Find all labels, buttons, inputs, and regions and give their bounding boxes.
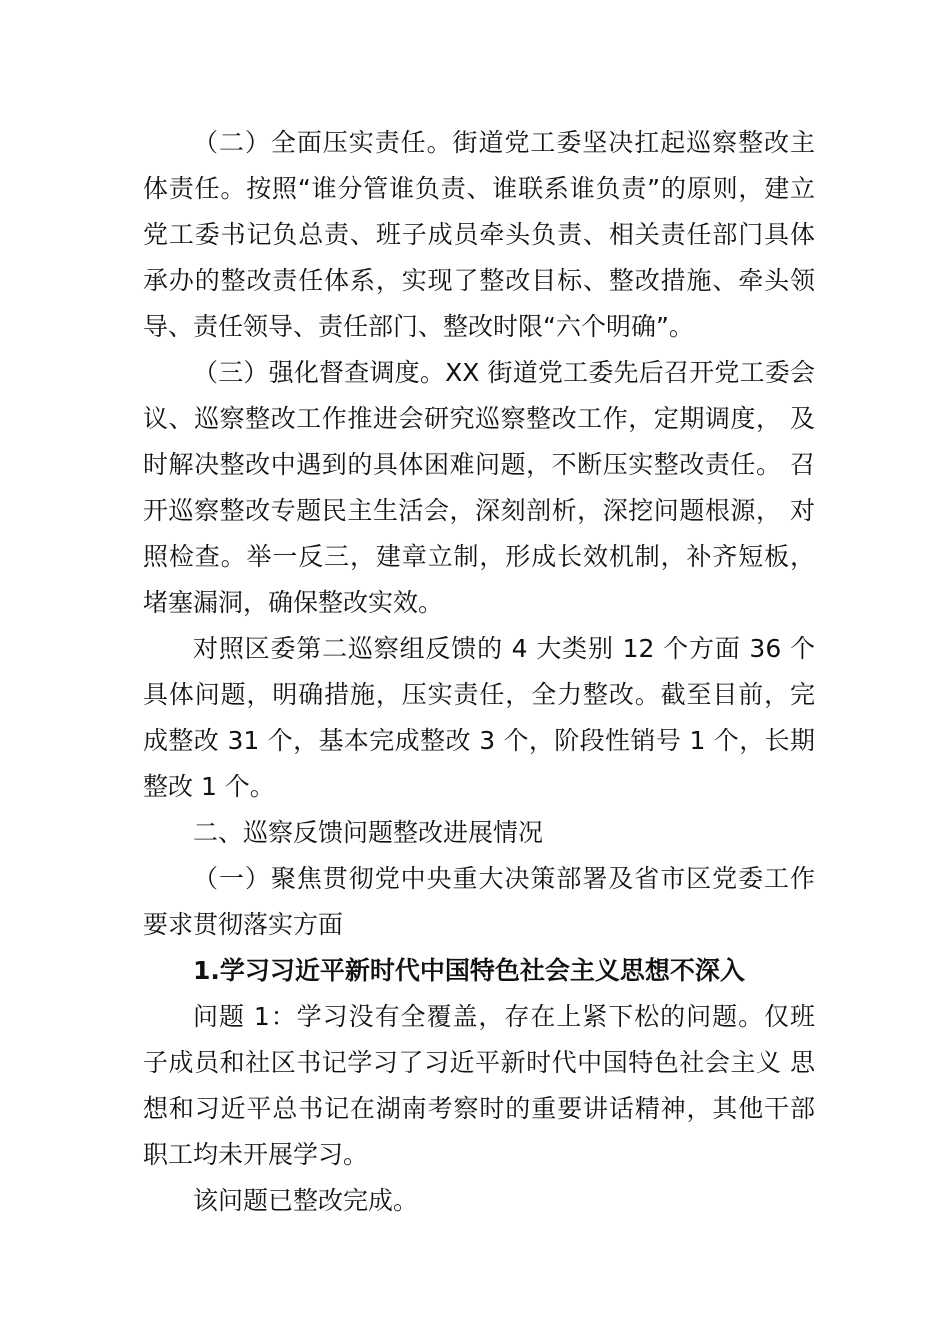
- paragraph-supervision: （三）强化督查调度。XX 街道党工委先后召开党工委会议、巡察整改工作推进会研究巡察整改工作，定期调度， 及时解决整改中遇到的具体困难问题，不断压实整改责任。 召开巡察整改专题民主生活会，深刻剖析，深挖问题根源， 对照检查。举一反三，建章立制，形成长效机制，补齐短板， 堵塞漏洞，确保整改实效。: [143, 358, 815, 617]
- section-heading-progress: 二、巡察反馈问题整改进展情况: [193, 818, 544, 847]
- item-heading-study: 1.学习习近平新时代中国特色社会主义思想不深入: [193, 956, 745, 985]
- subsection-heading-policy: （一）聚焦贯彻党中央重大决策部署及省市区党委工作要求贯彻落实方面: [143, 864, 815, 939]
- paragraph-rectification-summary: 对照区委第二巡察组反馈的 4 大类别 12 个方面 36 个具体问题，明确措施，压实责任，全力整改。截至目前，完成整改 31 个，基本完成整改 3 个，阶段性销号 1 个，长期整改 1 个。: [143, 634, 815, 801]
- paragraph-problem-1: 问题 1：学习没有全覆盖，存在上紧下松的问题。仅班子成员和社区书记学习了习近平新时代中国特色社会主义 思想和习近平总书记在湖南考察时的重要讲话精神，其他干部职工均未开展学习。: [143, 1002, 815, 1169]
- paragraph-problem-status: 该问题已整改完成。: [193, 1186, 419, 1215]
- paragraph-responsibility: （二）全面压实责任。街道党工委坚决扛起巡察整改主体责任。按照“谁分管谁负责、谁联系谁负责”的原则，建立党工委书记负总责、班子成员牵头负责、相关责任部门具体承办的整改责任体系，实现了整改目标、整改措施、牵头领导、责任领导、责任部门、整改时限“六个明确”。: [143, 128, 815, 341]
- document-body: [143, 120, 815, 1224]
